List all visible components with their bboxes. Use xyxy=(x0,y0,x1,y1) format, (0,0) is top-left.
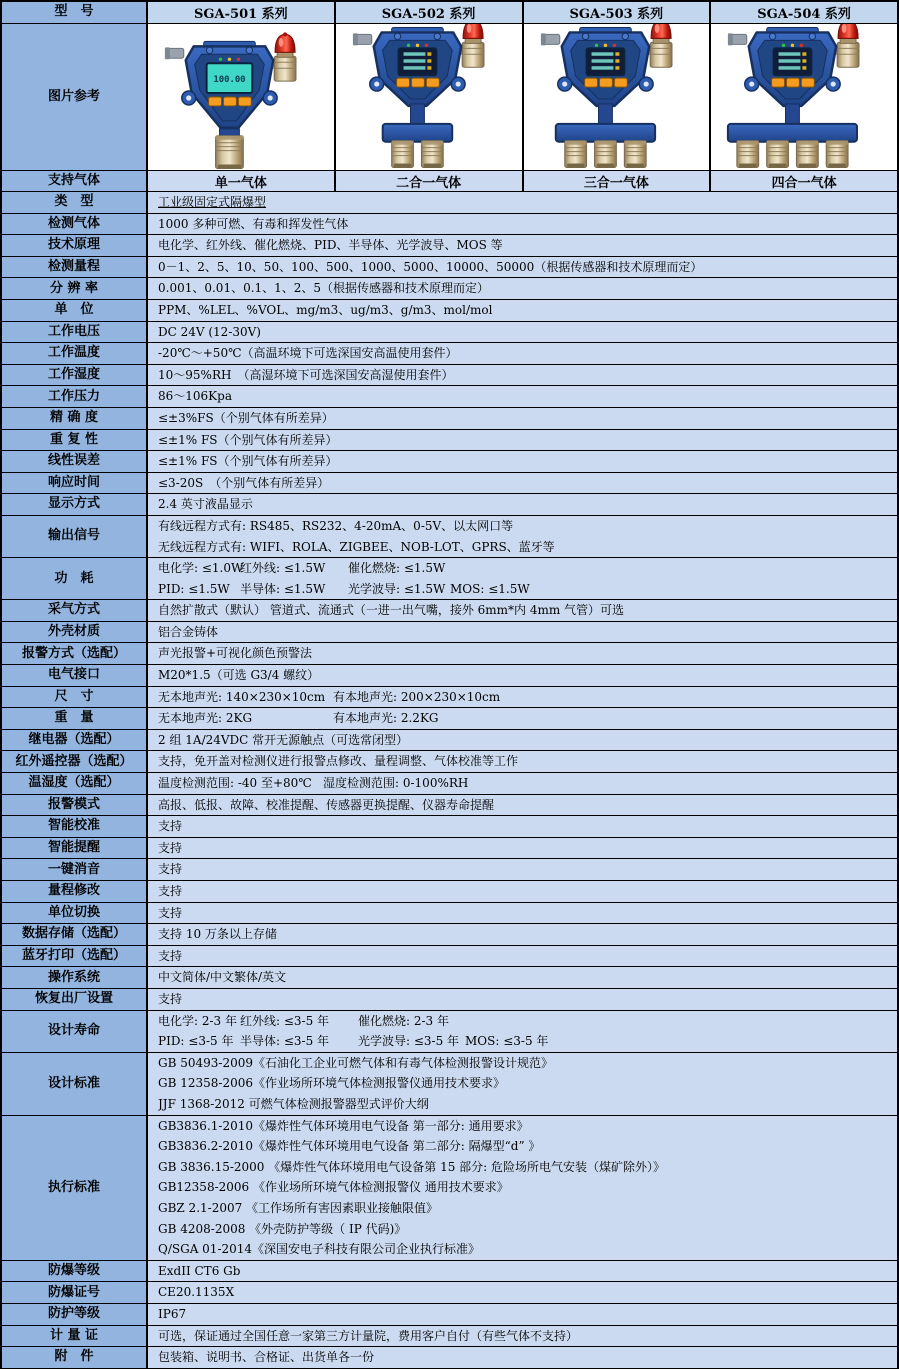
spec-value-text: 电化学: ≤1.0W xyxy=(158,561,244,576)
spec-row xyxy=(2,751,897,772)
spec-row-value xyxy=(148,903,897,924)
spec-row-label: 类 型 xyxy=(2,192,148,213)
spec-row-label: 蓝牙打印（选配） xyxy=(2,946,148,967)
spec-row-label: 检测量程 xyxy=(2,257,148,278)
model-column-header: SGA-502 系列 xyxy=(334,2,522,23)
spec-row-label: 重 量 xyxy=(2,708,148,729)
spec-value-text: 支持，免开盖对检测仪进行报警点修改、量程调整、气体校准等工作 xyxy=(158,754,519,769)
spec-row-value xyxy=(148,643,897,664)
spec-value-line xyxy=(158,235,897,256)
spec-value-line xyxy=(158,751,897,772)
spec-row xyxy=(2,643,897,664)
spec-row xyxy=(2,881,897,902)
spec-row xyxy=(2,773,897,794)
spec-row xyxy=(2,1326,897,1347)
spec-row-label: 输出信号 xyxy=(2,516,148,557)
image-reference-row xyxy=(2,24,897,170)
spec-row-value xyxy=(148,708,897,729)
spec-row xyxy=(2,1116,897,1260)
spec-value-line xyxy=(158,278,897,299)
spec-value-text: GB 4208-2008 《外壳防护等级（ IP 代码)》 xyxy=(158,1221,407,1236)
spec-value-line xyxy=(158,430,897,451)
spec-row-label: 报警方式（选配） xyxy=(2,643,148,664)
spec-row xyxy=(2,365,897,386)
spec-row xyxy=(2,300,897,321)
spec-row-label: 操作系统 xyxy=(2,967,148,988)
spec-value-text: 红外线: ≤3-5 年 xyxy=(240,1013,330,1028)
spec-value-text: 1000 多种可燃、有毒和挥发性气体 xyxy=(158,216,349,231)
spec-row-label: 技术原理 xyxy=(2,235,148,256)
spec-value-text: 10～95%RH （高湿环境下可选深国安高湿使用套件） xyxy=(158,367,454,382)
spec-value-text: 催化燃烧: 2-3 年 xyxy=(358,1013,449,1028)
spec-row-value xyxy=(148,967,897,988)
model-column-header: SGA-501 系列 xyxy=(148,2,334,23)
spec-row-label: 工作温度 xyxy=(2,343,148,364)
spec-value-text: 半导体: ≤3-5 年 xyxy=(240,1034,330,1049)
spec-row-label: 防爆等级 xyxy=(2,1261,148,1282)
spec-row-value xyxy=(148,1116,897,1260)
spec-row xyxy=(2,1053,897,1115)
spec-value-text: 有线远程方式有: RS485、RS232、4-20mA、0-5V、以太网口等 xyxy=(158,518,514,533)
spec-row xyxy=(2,558,897,599)
spec-value-text: 红外线: ≤1.5W xyxy=(240,561,326,576)
spec-value-text: ≤±1% FS（个别气体有所差异） xyxy=(158,454,338,469)
spec-value-line xyxy=(158,838,897,859)
spec-row xyxy=(2,903,897,924)
spec-row-value xyxy=(148,516,897,557)
spec-row xyxy=(2,838,897,859)
spec-row xyxy=(2,1011,897,1052)
spec-row-label: 设计寿命 xyxy=(2,1011,148,1052)
spec-row xyxy=(2,343,897,364)
spec-value-line xyxy=(158,579,897,600)
supported-gas-value: 单一气体 xyxy=(148,171,334,191)
spec-row-label: 智能提醒 xyxy=(2,838,148,859)
spec-value-text: GB3836.1-2010《爆炸性气体环境用电气设备 第一部分: 通用要求》 xyxy=(158,1118,529,1133)
spec-value-line xyxy=(158,1326,897,1347)
spec-value-text: 电化学、红外线、催化燃烧、PID、半导体、光学波导、MOS 等 xyxy=(158,238,503,253)
spec-value-line xyxy=(158,192,897,213)
spec-value-line xyxy=(158,773,897,794)
spec-value-text: 催化燃烧: ≤1.5W xyxy=(348,561,446,576)
spec-row-label: 采气方式 xyxy=(2,600,148,621)
spec-row-label: 工作电压 xyxy=(2,322,148,343)
spec-value-text: 高报、低报、故障、校准提醒、传感器更换提醒、仪器寿命提醒 xyxy=(158,797,495,812)
spec-value-text: 0.001、0.01、0.1、1、2、5（根据传感器和技术原理而定） xyxy=(158,281,490,296)
spec-row-label: 温湿度（选配） xyxy=(2,773,148,794)
spec-row-label: 显示方式 xyxy=(2,494,148,515)
spec-value-line xyxy=(158,558,897,579)
spec-value-line xyxy=(158,516,897,537)
spec-value-line xyxy=(158,967,897,988)
spec-row-value xyxy=(148,687,897,708)
spec-row-value xyxy=(148,665,897,686)
gas-detector-illustration xyxy=(524,24,710,170)
spec-value-line xyxy=(158,1219,897,1240)
spec-row-value xyxy=(148,322,897,343)
spec-row-value xyxy=(148,751,897,772)
spec-row-value xyxy=(148,773,897,794)
spec-row xyxy=(2,214,897,235)
spec-row-label: 恢复出厂设置 xyxy=(2,989,148,1010)
spec-value-line xyxy=(158,386,897,407)
spec-value-line xyxy=(158,795,897,816)
spec-row-label: 执行标准 xyxy=(2,1116,148,1260)
spec-value-line xyxy=(158,622,897,643)
spec-value-line xyxy=(158,365,897,386)
spec-value-text: 电化学: 2-3 年 xyxy=(158,1013,237,1028)
table-header-row xyxy=(2,2,897,23)
header-model-label: 型 号 xyxy=(2,2,148,23)
spec-value-text: PID: ≤1.5W xyxy=(158,581,230,596)
spec-row xyxy=(2,816,897,837)
spec-row-label: 防爆证号 xyxy=(2,1282,148,1303)
spec-row-label: 附 件 xyxy=(2,1347,148,1368)
spec-value-text: 支持 xyxy=(158,884,183,898)
spec-value-text: ≤3-20S （个别气体有所差异） xyxy=(158,475,330,490)
spec-row xyxy=(2,730,897,751)
spec-value-line xyxy=(158,1031,897,1052)
spec-row-value xyxy=(148,300,897,321)
spec-row xyxy=(2,967,897,988)
spec-value-text: 光学波导: ≤1.5W xyxy=(348,581,446,596)
spec-row-label: 单 位 xyxy=(2,300,148,321)
spec-row-value xyxy=(148,494,897,515)
spec-row xyxy=(2,687,897,708)
spec-value-text: 包装箱、说明书、合格证、出货单各一份 xyxy=(158,1350,375,1365)
spec-value-line xyxy=(158,1177,897,1198)
model-column-header: SGA-504 系列 xyxy=(709,2,897,23)
spec-row-label: 一键消音 xyxy=(2,859,148,880)
spec-row xyxy=(2,665,897,686)
spec-row-value xyxy=(148,859,897,880)
spec-row xyxy=(2,989,897,1010)
spec-row xyxy=(2,278,897,299)
device-image-sga-502 xyxy=(334,24,522,170)
spec-row-label: 响应时间 xyxy=(2,473,148,494)
gas-row-label: 支持气体 xyxy=(2,171,148,191)
spec-value-line xyxy=(158,537,897,558)
spec-row-value xyxy=(148,946,897,967)
spec-value-line xyxy=(158,1073,897,1094)
spec-row-value xyxy=(148,1011,897,1052)
spec-value-text: GBZ 2.1-2007 《工作场所有害因素职业接触限值》 xyxy=(158,1200,439,1215)
spec-value-line xyxy=(158,1198,897,1219)
spec-row-value xyxy=(148,235,897,256)
gas-detector-illustration xyxy=(336,24,522,170)
spec-row-label: 计 量 证 xyxy=(2,1326,148,1347)
spec-row-label: 功 耗 xyxy=(2,558,148,599)
spec-value-text: 湿度检测范围: 0-100%RH xyxy=(323,776,469,791)
spec-value-line xyxy=(158,924,897,945)
spec-row-value xyxy=(148,924,897,945)
svg-text:100.00: 100.00 xyxy=(213,75,246,86)
spec-row xyxy=(2,1261,897,1282)
spec-value-line xyxy=(158,1282,897,1303)
spec-row-label: 防护等级 xyxy=(2,1304,148,1325)
spec-value-line xyxy=(158,881,897,902)
spec-value-text: PID: ≤3-5 年 xyxy=(158,1034,234,1049)
spec-row-value xyxy=(148,1282,897,1303)
spec-row-label: 检测气体 xyxy=(2,214,148,235)
spec-value-text: GB 3836.15-2000 《爆炸性气体环境用电气设备第 15 部分: 危险场所电气安装（煤矿除外）》 xyxy=(158,1159,666,1174)
spec-row-value xyxy=(148,1326,897,1347)
spec-value-line xyxy=(158,1094,897,1115)
spec-value-text: 支持 xyxy=(158,840,183,855)
spec-value-line xyxy=(158,687,897,708)
spec-row xyxy=(2,192,897,213)
spec-value-text: JJF 1368-2012 可燃气体检测报警器型式评价大纲 xyxy=(158,1096,429,1111)
spec-row xyxy=(2,1304,897,1325)
spec-row xyxy=(2,386,897,407)
spec-value-text: 可选，保证通过全国任意一家第三方计量院，费用客户自付（有些气体不支持） xyxy=(158,1328,579,1343)
spec-row-value xyxy=(148,816,897,837)
spec-row-label: 外壳材质 xyxy=(2,622,148,643)
spec-row-value xyxy=(148,257,897,278)
spec-row xyxy=(2,946,897,967)
device-image-sga-503 xyxy=(522,24,710,170)
spec-row-label: 电气接口 xyxy=(2,665,148,686)
spec-row-value xyxy=(148,795,897,816)
spec-row-label: 红外遥控器（选配） xyxy=(2,751,148,772)
spec-row-value xyxy=(148,881,897,902)
spec-value-line xyxy=(158,343,897,364)
spec-row-value xyxy=(148,1347,897,1368)
spec-row-label: 设计标准 xyxy=(2,1053,148,1115)
spec-row-label: 尺 寸 xyxy=(2,687,148,708)
device-image-cells xyxy=(148,24,897,170)
spec-row-value xyxy=(148,278,897,299)
spec-value-text: 无线远程方式有: WIFI、ROLA、ZIGBEE、NOB-LOT、GPRS、蓝牙等 xyxy=(158,539,555,554)
spec-value-text: Q/SGA 01-2014《深国安电子科技有限公司企业执行标准》 xyxy=(158,1242,481,1257)
spec-value-text: 自然扩散式（默认） 管道式、流通式（一进一出气嘴，接外 6mm*内 4mm 气管）可选 xyxy=(158,603,625,618)
spec-row-value xyxy=(148,473,897,494)
spec-value-text: 铝合金铸体 xyxy=(158,624,219,639)
spec-value-line xyxy=(158,946,897,967)
spec-value-line xyxy=(158,1053,897,1074)
spec-row xyxy=(2,795,897,816)
spec-value-line xyxy=(158,859,897,880)
spec-row-label: 数据存储（选配） xyxy=(2,924,148,945)
spec-value-line xyxy=(158,494,897,515)
spec-row-value xyxy=(148,214,897,235)
spec-value-line xyxy=(158,1304,897,1325)
spec-value-text: 半导体: ≤1.5W xyxy=(240,581,326,596)
spec-row-value xyxy=(148,989,897,1010)
spec-row-label: 继电器（选配） xyxy=(2,730,148,751)
spec-row xyxy=(2,408,897,429)
spec-value-text: 支持 10 万条以上存储 xyxy=(158,927,277,942)
spec-value-text: 0－1、2、5、10、50、100、500、1000、5000、10000、50000（根据传感器和技术原理而定） xyxy=(158,259,703,274)
spec-row-label: 工作湿度 xyxy=(2,365,148,386)
spec-value-text: 工业级固定式隔爆型 xyxy=(158,195,267,209)
spec-value-line xyxy=(158,903,897,924)
device-image-sga-501 xyxy=(148,24,334,170)
spec-row-label: 报警模式 xyxy=(2,795,148,816)
spec-value-text: 光学波导: ≤3-5 年 xyxy=(358,1034,460,1049)
spec-row-label: 分 辨 率 xyxy=(2,278,148,299)
spec-value-text: -20℃～+50℃（高温环境下可选深国安高温使用套件） xyxy=(158,346,458,361)
model-column-header: SGA-503 系列 xyxy=(522,2,710,23)
spec-row xyxy=(2,473,897,494)
image-row-label: 图片参考 xyxy=(2,24,148,170)
spec-value-text: CE20.1135X xyxy=(158,1285,235,1300)
spec-value-line xyxy=(158,408,897,429)
spec-value-line xyxy=(158,1116,897,1137)
spec-value-line xyxy=(158,1011,897,1032)
spec-value-line xyxy=(158,451,897,472)
spec-row xyxy=(2,516,897,557)
spec-value-text: ExdII CT6 Gb xyxy=(158,1263,241,1278)
spec-value-text: 86～106Kpa xyxy=(158,389,232,404)
spec-value-text: MOS: ≤3-5 年 xyxy=(465,1034,549,1049)
spec-value-line xyxy=(158,665,897,686)
spec-value-text: PPM、%LEL、%VOL、mg/m3、ug/m3、g/m3、mol/mol xyxy=(158,302,493,317)
spec-value-text: MOS: ≤1.5W xyxy=(450,581,530,596)
spec-value-text: 支持 xyxy=(158,948,183,963)
spec-value-text: 无本地声光: 2KG xyxy=(158,711,253,726)
spec-value-text: ≤±1% FS（个别气体有所差异） xyxy=(158,432,338,447)
spec-value-line xyxy=(158,257,897,278)
spec-value-text: 支持 xyxy=(158,819,183,834)
spec-value-text: 有本地声光: 2.2KG xyxy=(333,711,439,726)
spec-row-value xyxy=(148,622,897,643)
spec-row-value xyxy=(148,430,897,451)
spec-row xyxy=(2,322,897,343)
spec-value-text: 有本地声光: 200×230×10cm xyxy=(333,689,501,704)
spec-row xyxy=(2,257,897,278)
spec-value-line xyxy=(158,473,897,494)
spec-value-line xyxy=(158,322,897,343)
spec-value-text: 支持 xyxy=(158,862,183,877)
spec-value-text: 2 组 1A/24VDC 常开无源触点（可选常闭型） xyxy=(158,732,409,747)
spec-value-text: DC 24V (12-30V) xyxy=(158,324,261,339)
spec-row-value xyxy=(148,343,897,364)
spec-value-line xyxy=(158,600,897,621)
spec-row-value xyxy=(148,1053,897,1115)
spec-row-value xyxy=(148,838,897,859)
spec-value-text: 支持 xyxy=(158,905,183,920)
spec-row xyxy=(2,1282,897,1303)
spec-row xyxy=(2,235,897,256)
spec-value-text: 中文简体/中文繁体/英文 xyxy=(158,970,287,985)
spec-row-label: 智能校准 xyxy=(2,816,148,837)
spec-row-value xyxy=(148,1304,897,1325)
spec-value-line xyxy=(158,214,897,235)
supported-gas-value: 二合一气体 xyxy=(334,171,522,191)
spec-value-text: M20*1.5（可选 G3/4 螺纹） xyxy=(158,668,320,683)
spec-value-line xyxy=(158,1157,897,1178)
spec-row-value xyxy=(148,192,897,213)
spec-row-value xyxy=(148,451,897,472)
spec-value-text: GB 12358-2006《作业场所环境气体检测报警仪通用技术要求》 xyxy=(158,1076,505,1091)
spec-row xyxy=(2,924,897,945)
gas-detector-illustration xyxy=(148,24,334,170)
spec-value-text: 支持 xyxy=(158,991,183,1006)
spec-row-label: 工作压力 xyxy=(2,386,148,407)
spec-row-value xyxy=(148,365,897,386)
spec-value-line xyxy=(158,989,897,1010)
spec-row-value xyxy=(148,408,897,429)
spec-row xyxy=(2,708,897,729)
spec-row-value xyxy=(148,600,897,621)
spec-row-label: 单位切换 xyxy=(2,903,148,924)
spec-row-value xyxy=(148,1261,897,1282)
spec-value-text: GB 50493-2009《石油化工企业可燃气体和有毒气体检测报警设计规范》 xyxy=(158,1055,553,1070)
spec-value-text: 温度检测范围: -40 至+80℃ xyxy=(158,776,312,791)
spec-value-line xyxy=(158,1261,897,1282)
spec-row-value xyxy=(148,558,897,599)
spec-row-label: 线性误差 xyxy=(2,451,148,472)
spec-value-text: GB3836.2-2010《爆炸性气体环境用电气设备 第二部分: 隔爆型“d” 》 xyxy=(158,1139,541,1154)
supported-gas-row xyxy=(2,171,897,191)
spec-value-line xyxy=(158,1239,897,1260)
spec-value-text: 2.4 英寸液晶显示 xyxy=(158,497,253,512)
device-image-sga-504 xyxy=(709,24,897,170)
spec-row xyxy=(2,430,897,451)
spec-value-line xyxy=(158,300,897,321)
supported-gas-value: 三合一气体 xyxy=(522,171,710,191)
spec-row-value xyxy=(148,730,897,751)
spec-row xyxy=(2,494,897,515)
spec-value-line xyxy=(158,708,897,729)
spec-value-text: 无本地声光: 140×230×10cm xyxy=(158,689,326,704)
spec-row-value xyxy=(148,386,897,407)
spec-value-text: GB12358-2006 《作业场所环境气体检测报警仪 通用技术要求》 xyxy=(158,1180,509,1195)
spec-row xyxy=(2,622,897,643)
supported-gas-value: 四合一气体 xyxy=(709,171,897,191)
spec-value-line xyxy=(158,816,897,837)
gas-detector-illustration xyxy=(711,24,897,170)
spec-row xyxy=(2,859,897,880)
spec-row-label: 重 复 性 xyxy=(2,430,148,451)
spec-value-text: IP67 xyxy=(158,1306,187,1321)
model-header-cells xyxy=(148,2,897,23)
spec-value-line xyxy=(158,1136,897,1157)
spec-value-line xyxy=(158,1347,897,1368)
spec-row-label: 精 确 度 xyxy=(2,408,148,429)
spec-row-label: 量程修改 xyxy=(2,881,148,902)
supported-gas-cells xyxy=(148,171,897,191)
spec-row xyxy=(2,451,897,472)
spec-row xyxy=(2,600,897,621)
spec-row xyxy=(2,1347,897,1368)
spec-value-text: ≤±3%FS（个别气体有所差异） xyxy=(158,410,334,425)
spec-value-line xyxy=(158,730,897,751)
spec-value-line xyxy=(158,643,897,664)
spec-value-text: 声光报警+可视化颜色预警法 xyxy=(158,646,313,661)
